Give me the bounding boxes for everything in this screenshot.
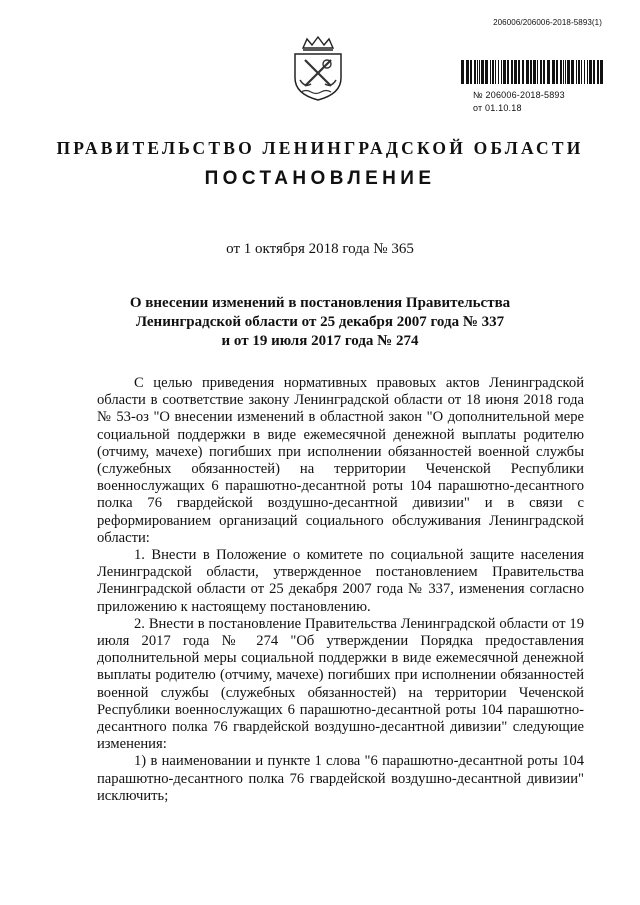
decree-date-line: от 1 октября 2018 года № 365 [226, 241, 414, 257]
body-paragraph: С целью приведения нормативных правовых актов Ленинградской области в соответствие закону Ленинградской области от 18 июня 2018 года № 53-оз "О внесении изменений в областной закон "О дополнительной мере социальной поддержки в виде ежемесячной денежной выплаты родителю (отчиму, мачехе) погибших при исполнении обязанностей военной службы (служебных обязанностей) на территории Чеченской Республики военнослужащих 6 парашютно-десантной роты 104 парашютно-десантного полка 76 гвардейской воздушно-десантной дивизии" и в связи с реформированием организаций социального обслуживания Ленинградской области: [97, 375, 584, 546]
body-paragraph: 1. Внести в Положение о комитете по социальной защите населения Ленинградской области, утвержденное постановлением Правительства Ленинградской области от 25 декабря 2007 года № 337, изменения согласно приложению к настоящему постановлению. [97, 547, 584, 615]
decree-body [97, 375, 584, 805]
registration-number: № 206006-2018-5893 [473, 90, 565, 100]
decree-heading: ПОСТАНОВЛЕНИЕ [204, 168, 436, 189]
document-id: 206006/206006-2018-5893(1) [493, 18, 602, 27]
registration-date: от 01.10.18 [473, 103, 522, 113]
title-line: О внесении изменений в постановления Правительства [129, 295, 511, 311]
title-line: Ленинградской области от 25 декабря 2007 года № 337 [135, 314, 505, 330]
body-paragraph: 1) в наименовании и пункте 1 слова "6 парашютно-десантной роты 104 парашютно-десантного полка 76 гвардейской воздушно-десантной дивизии" исключить; [97, 753, 584, 804]
title-line: и от 19 июля 2017 года № 274 [221, 333, 419, 349]
barcode-icon [461, 60, 604, 84]
government-heading: ПРАВИТЕЛЬСТВО ЛЕНИНГРАДСКОЙ ОБЛАСТИ [56, 138, 584, 158]
coat-of-arms-icon [289, 34, 347, 102]
decree-title [0, 294, 640, 351]
body-paragraph: 2. Внести в постановление Правительства Ленинградской области от 19 июля 2017 года № 274 "Об утверждении Порядка предоставления дополнительной меры социальной поддержки в виде ежемесячной денежной выплаты родителю (отчиму, мачехе) погибших при исполнении обязанностей военной службы (служебных обязанностей) на территории Чеченской Республики военнослужащих 6 парашютно-десантной роты 104 парашютно-десантного полка 76 гвардейской воздушно-десантной дивизии" следующие изменения: [97, 615, 584, 753]
